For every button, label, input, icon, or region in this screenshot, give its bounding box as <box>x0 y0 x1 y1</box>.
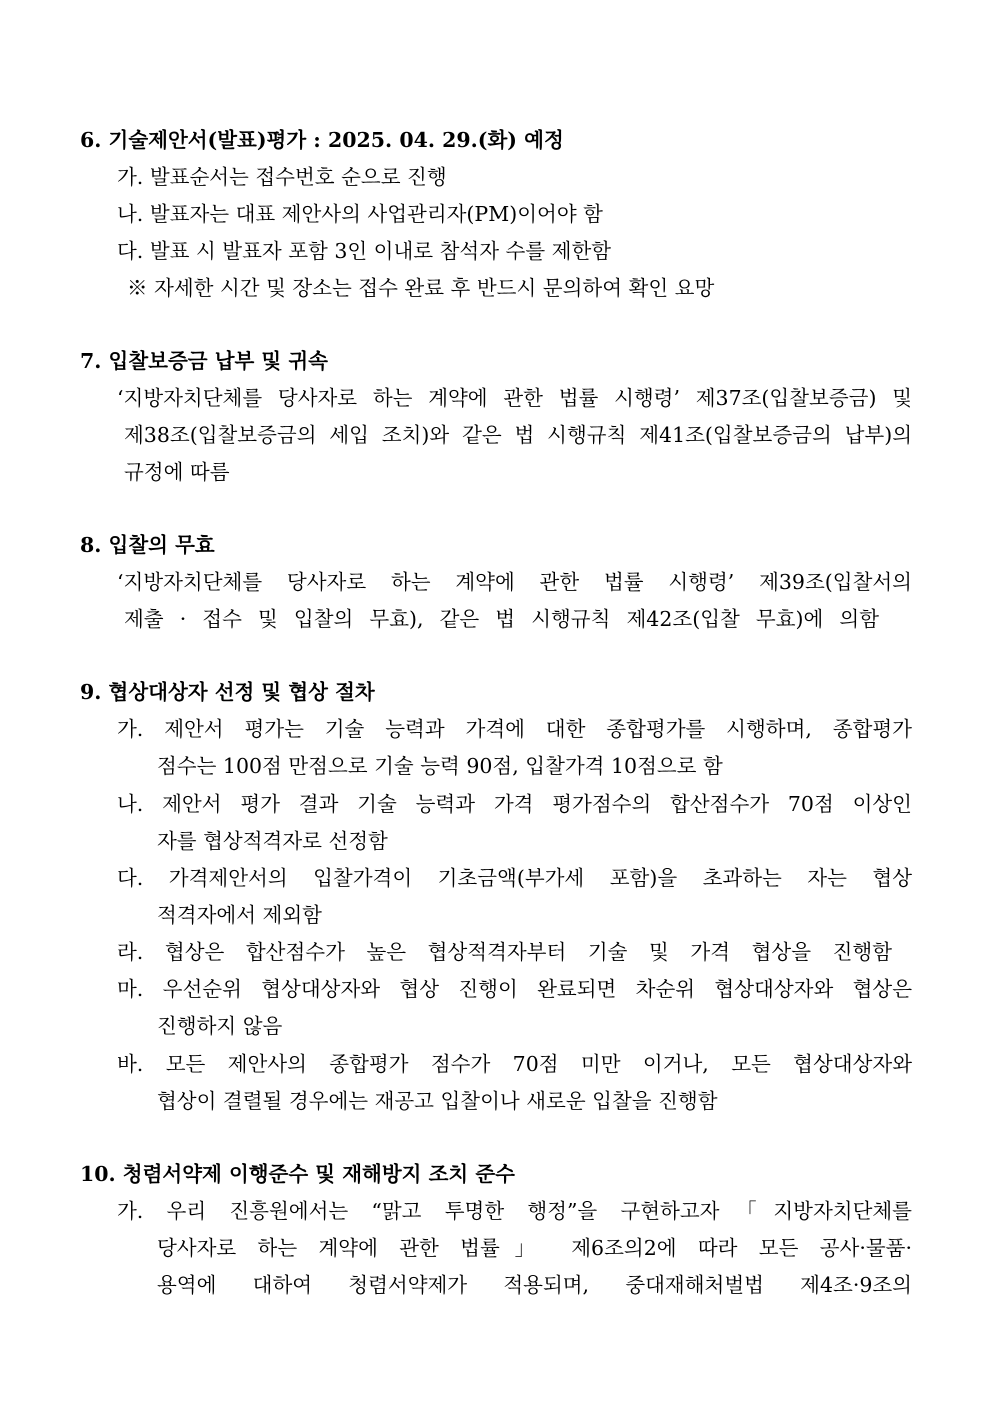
section-6-item-ga: 가. 발표순서는 접수번호 순으로 진행 <box>117 165 447 189</box>
section-9-item-ba-line-1: 바. 모든 제안사의 종합평가 점수가 70점 미만 이거나, 모든 협상대상자와 <box>117 1052 912 1076</box>
section-9-item-da-line-1: 다. 가격제안서의 입찰가격이 기초금액(부가세 포함)을 초과하는 자는 협상 <box>117 866 912 890</box>
section-10-item-ga-line-3: 용역에 대하여 청렴서약제가 적용되며, 중대재해처벌법 제4조·9조의 <box>157 1273 912 1297</box>
section-8-line-1: ‘지방자치단체를 당사자로 하는 계약에 관한 법률 시행령’ 제39조(입찰서의 <box>117 570 912 594</box>
section-7-line-3: 규정에 따름 <box>124 460 230 484</box>
section-9-item-ma-line-2: 진행하지 않음 <box>157 1014 283 1038</box>
section-6-heading: 6. 기술제안서(발표)평가 : 2025. 04. 29.(화) 예정 <box>80 128 564 152</box>
section-9-item-da-line-2: 적격자에서 제외함 <box>157 903 322 927</box>
section-7-heading: 7. 입찰보증금 납부 및 귀속 <box>80 349 328 373</box>
section-6-note: ※ 자세한 시간 및 장소는 접수 완료 후 반드시 문의하여 확인 요망 <box>127 276 715 300</box>
section-9-item-ga-line-1: 가. 제안서 평가는 기술 능력과 가격에 대한 종합평가를 시행하며, 종합평가 <box>117 717 912 741</box>
section-9-item-ra-line-1: 라. 협상은 합산점수가 높은 협상적격자부터 기술 및 가격 협상을 진행함 <box>117 940 892 964</box>
section-9-item-na-line-1: 나. 제안서 평가 결과 기술 능력과 가격 평가점수의 합산점수가 70점 이상인 <box>117 792 912 816</box>
section-9-item-ba-line-2: 협상이 결렬될 경우에는 재공고 입찰이나 새로운 입찰을 진행함 <box>157 1089 718 1113</box>
section-7-line-1: ‘지방자치단체를 당사자로 하는 계약에 관한 법률 시행령’ 제37조(입찰보증금) 및 <box>117 386 912 410</box>
section-10-heading: 10. 청렴서약제 이행준수 및 재해방지 조치 준수 <box>80 1162 515 1186</box>
section-7-line-2: 제38조(입찰보증금의 세입 조치)와 같은 법 시행규칙 제41조(입찰보증금의 납부)의 <box>124 423 912 447</box>
section-9-heading: 9. 협상대상자 선정 및 협상 절차 <box>80 680 375 704</box>
section-8-line-2: 제출 · 접수 및 입찰의 무효), 같은 법 시행규칙 제42조(입찰 무효)에 의함 <box>124 607 879 631</box>
section-8-heading: 8. 입찰의 무효 <box>80 533 215 557</box>
section-9-item-ma-line-1: 마. 우선순위 협상대상자와 협상 진행이 완료되면 차순위 협상대상자와 협상은 <box>117 977 912 1001</box>
section-6-item-na: 나. 발표자는 대표 제안사의 사업관리자(PM)이어야 함 <box>117 202 603 226</box>
section-6-item-da: 다. 발표 시 발표자 포함 3인 이내로 참석자 수를 제한함 <box>117 239 612 263</box>
section-9-item-na-line-2: 자를 협상적격자로 선정함 <box>157 829 388 853</box>
section-9-item-ga-line-2: 점수는 100점 만점으로 기술 능력 90점, 입찰가격 10점으로 함 <box>157 754 723 778</box>
section-10-item-ga-line-1: 가. 우리 진흥원에서는 “맑고 투명한 행정”을 구현하고자「지방자치단체를 <box>117 1199 912 1223</box>
section-10-item-ga-line-2: 당사자로 하는 계약에 관한 법률」 제6조의2에 따라 모든 공사·물품· <box>157 1236 912 1260</box>
